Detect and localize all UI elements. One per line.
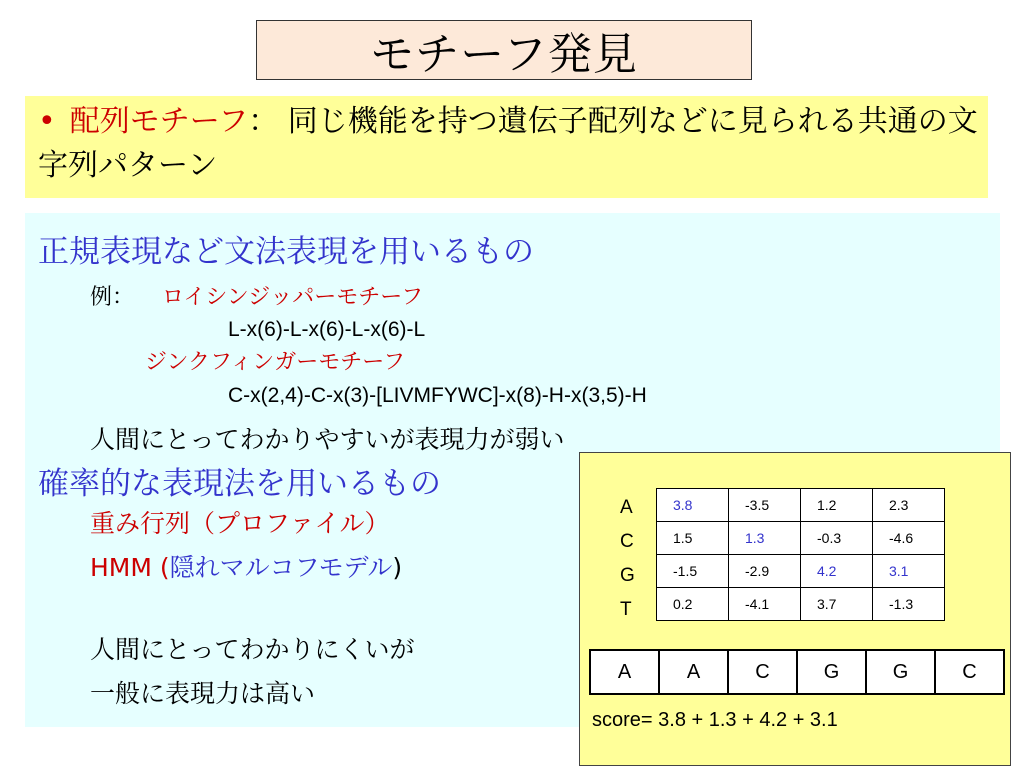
zinc-finger-pattern: C-x(2,4)-C-x(3)-[LIVMFYWC]-x(8)-H-x(3,5)-H <box>228 384 647 407</box>
matrix-row-labels <box>620 491 635 627</box>
sequence-cell: C <box>728 650 797 694</box>
matrix-cell: 1.5 <box>657 522 729 555</box>
matrix-cell: -0.3 <box>801 522 873 555</box>
matrix-cell: -4.1 <box>729 588 801 621</box>
matrix-row-c <box>657 522 945 555</box>
matrix-cell: 3.8 <box>657 489 729 522</box>
hmm-prefix: HMM ( <box>90 553 170 582</box>
sequence-cell: G <box>797 650 866 694</box>
weight-matrix-table <box>656 488 945 621</box>
definition-term: 配列モチーフ <box>69 104 249 139</box>
definition-colon: ： <box>248 104 279 139</box>
matrix-cell: -1.3 <box>873 588 945 621</box>
matrix-row-a <box>657 489 945 522</box>
matrix-row-t <box>657 588 945 621</box>
section1-note: 人間にとってわかりやすいが表現力が弱い <box>90 425 565 454</box>
leucine-zipper-name: ロイシンジッパーモチーフ <box>162 285 424 310</box>
sequence-cell: A <box>590 650 659 694</box>
row-label-t: T <box>620 599 632 620</box>
matrix-cell: -1.5 <box>657 555 729 588</box>
matrix-cell: 4.2 <box>801 555 873 588</box>
weight-matrix-panel <box>579 452 1011 766</box>
sequence-cell: G <box>866 650 935 694</box>
hmm-item <box>90 548 402 584</box>
definition-body: 同じ機能を持つ遺伝子配列などに見られる共通の文字列パターン <box>38 104 978 183</box>
row-label-g: G <box>620 565 635 586</box>
score-formula: score= 3.8 + 1.3 + 4.2 + 3.1 <box>592 709 838 731</box>
bullet-icon: • <box>38 104 56 139</box>
sequence-cell: A <box>659 650 728 694</box>
section2-note-line2: 一般に表現力は高い <box>90 679 316 708</box>
matrix-cell: 3.7 <box>801 588 873 621</box>
matrix-cell: -4.6 <box>873 522 945 555</box>
matrix-cell: 2.3 <box>873 489 945 522</box>
slide-title: モチーフ発見 <box>256 20 752 80</box>
matrix-cell: 0.2 <box>657 588 729 621</box>
example-label: 例： <box>90 285 135 310</box>
section2-note-line1: 人間にとってわかりにくいが <box>90 635 415 664</box>
section2-heading: 確率的な表現法を用いるもの <box>38 466 441 502</box>
zinc-finger-name: ジンクフィンガーモチーフ <box>145 350 406 375</box>
matrix-cell: 3.1 <box>873 555 945 588</box>
matrix-row-g <box>657 555 945 588</box>
matrix-cell: 1.3 <box>729 522 801 555</box>
sequence-table <box>589 649 1005 695</box>
section1-heading: 正規表現など文法表現を用いるもの <box>38 234 534 270</box>
weight-matrix-item: 重み行列（プロファイル） <box>90 509 390 538</box>
matrix-cell: 1.2 <box>801 489 873 522</box>
definition-text <box>38 100 978 188</box>
leucine-zipper-pattern: L-x(6)-L-x(6)-L-x(6)-L <box>228 318 426 341</box>
matrix-cell: -3.5 <box>729 489 801 522</box>
row-label-a: A <box>620 497 633 518</box>
matrix-cell: -2.9 <box>729 555 801 588</box>
sequence-cell: C <box>935 650 1004 694</box>
hmm-name: 隠れマルコフモデル <box>169 553 393 582</box>
hmm-suffix: ) <box>392 553 403 582</box>
row-label-c: C <box>620 531 634 552</box>
